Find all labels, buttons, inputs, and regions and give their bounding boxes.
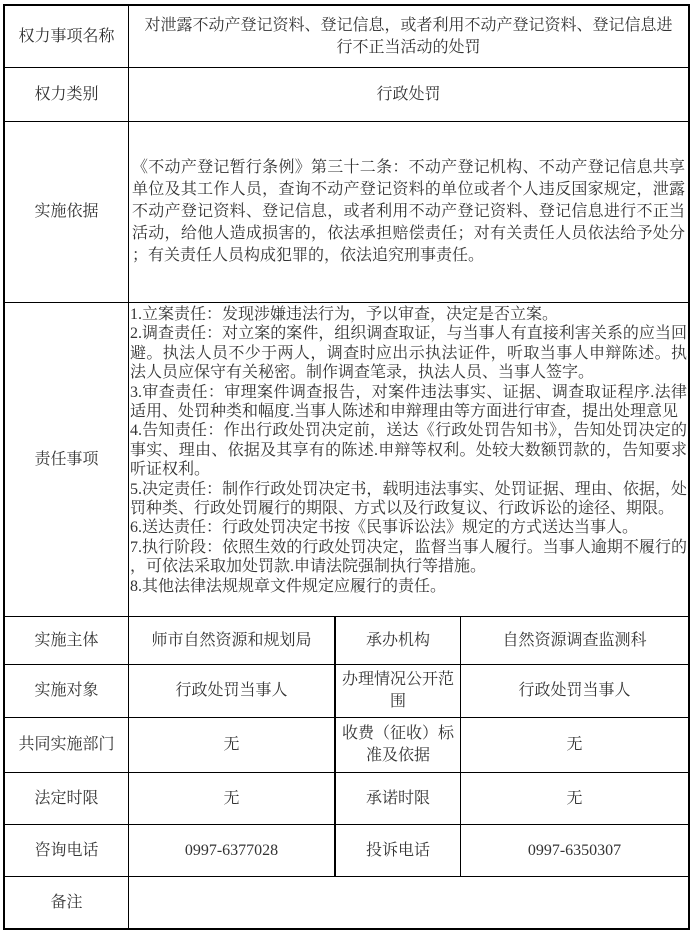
- table-row-joint-department: [5, 718, 688, 773]
- label-implementation-basis: 实施依据: [34, 203, 99, 220]
- value-handling-agency: 自然资源调查监测科: [460, 617, 688, 664]
- duty-item-5: 5.决定责任：制作行政处罚决定书，载明违法事实、处罚证据、理由、依据，处罚种类、行政处罚履行的期限、方式以及行政复议、行政诉讼的途径、期限。: [130, 480, 687, 518]
- value-power-category: 行政处罚: [128, 68, 688, 121]
- table-row-implementing-subject: [5, 617, 688, 665]
- label-disclosure-scope: 办理情况公开范围: [334, 665, 460, 717]
- value-complaint-phone: 0997-6350307: [460, 825, 688, 876]
- duty-item-4: 4.告知责任：作出行政处罚决定前，送达《行政处罚告知书》，告知处罚决定的事实、理由、依据及其享有的陈述.申辩等权利。处较大数额罚款的，告知要求听证权利。: [130, 422, 687, 479]
- label-duty-items: 责任事项: [34, 450, 99, 468]
- value-duty-items: [128, 303, 688, 616]
- basis-paragraph: 《不动产登记暂行条例》第三十二条：不动产登记机构、不动产登记信息共享单位及其工作人员，查询不动产登记资料的单位或者个人违反国家规定，泄露不动产登记资料、登记信息，或者利用不动产登记资料、登记信息进行不正当活动，给他人造成损害的，依法承担赔偿责任；对有关责任人员依法给予处分；有关责任人员构成犯罪的，依法追究刑事责任。: [132, 159, 685, 264]
- value-promised-time-limit: 无: [460, 773, 688, 824]
- label-power-item-name: 权力事项名称: [18, 27, 115, 45]
- value-disclosure-scope: 行政处罚当事人: [460, 665, 688, 717]
- label-joint-department: 共同实施部门: [18, 736, 115, 753]
- duty-item-1: 1.立案责任：发现涉嫌违法行为，予以审查，决定是否立案。: [130, 306, 559, 323]
- table-row-duty-items: [5, 303, 688, 617]
- table-row-implementation-target: [5, 665, 688, 718]
- label-power-category: 权力类别: [34, 85, 99, 103]
- value-legal-time-limit: 无: [128, 773, 334, 824]
- label-remark: 备注: [50, 893, 83, 911]
- value-consultation-phone: 0997-6377028: [128, 825, 334, 876]
- duty-item-3: 3.审查责任：审理案件调查报告，对案件违法事实、证据、调查取证程序.法律适用、处罚种类和幅度.当事人陈述和申辩理由等方面进行审查，提出处理意见: [130, 383, 687, 421]
- value-implementing-subject: 师市自然资源和规划局: [128, 617, 334, 664]
- label-implementing-subject: 实施主体: [34, 631, 99, 649]
- duty-item-8: 8.其他法律法规规章文件规定应履行的责任。: [130, 577, 447, 595]
- value-joint-department: 无: [128, 718, 334, 772]
- table-row-implementation-basis: [5, 122, 688, 303]
- duty-item-6: 6.送达责任：行政处罚决定书按《民事诉讼法》规定的方式送达当事人。: [130, 519, 639, 537]
- value-implementation-basis: [128, 122, 688, 302]
- table-row-power-name: [5, 6, 688, 68]
- table-row-remark: [5, 877, 688, 928]
- table-row-legal-time-limit: [5, 773, 688, 825]
- label-handling-agency: 承办机构: [334, 617, 460, 664]
- value-implementation-target: 行政处罚当事人: [128, 665, 334, 717]
- value-power-item-name: 对泄露不动产登记资料、登记信息，或者利用不动产登记资料、登记信息进行不正当活动的处罚: [128, 6, 688, 67]
- table-row-power-category: [5, 68, 688, 122]
- table-row-phones: [5, 825, 688, 877]
- label-legal-time-limit: 法定时限: [34, 789, 99, 807]
- value-fee-standard: 无: [460, 718, 688, 772]
- label-complaint-phone: 投诉电话: [334, 825, 460, 876]
- label-promised-time-limit: 承诺时限: [334, 773, 460, 824]
- duty-item-2: 2.调查责任：对立案的案件，组织调查取证，与当事人有直接利害关系的应当回避。执法人员不少于两人，调查时应出示执法证件，听取当事人申辩陈述。执法人员应保守有关秘密。制作调查笔录，执法人员、当事人签字。: [130, 325, 687, 382]
- power-item-table: [3, 4, 690, 930]
- value-remark: [128, 877, 688, 928]
- label-consultation-phone: 咨询电话: [34, 841, 99, 859]
- duty-item-7: 7.执行阶段：依照生效的行政处罚决定，监督当事人履行。当事人逾期不履行的，可依法采取加处罚款.申请法院强制执行等措施。: [130, 538, 687, 576]
- label-implementation-target: 实施对象: [34, 682, 99, 699]
- label-fee-standard: 收费（征收）标准及依据: [334, 718, 460, 772]
